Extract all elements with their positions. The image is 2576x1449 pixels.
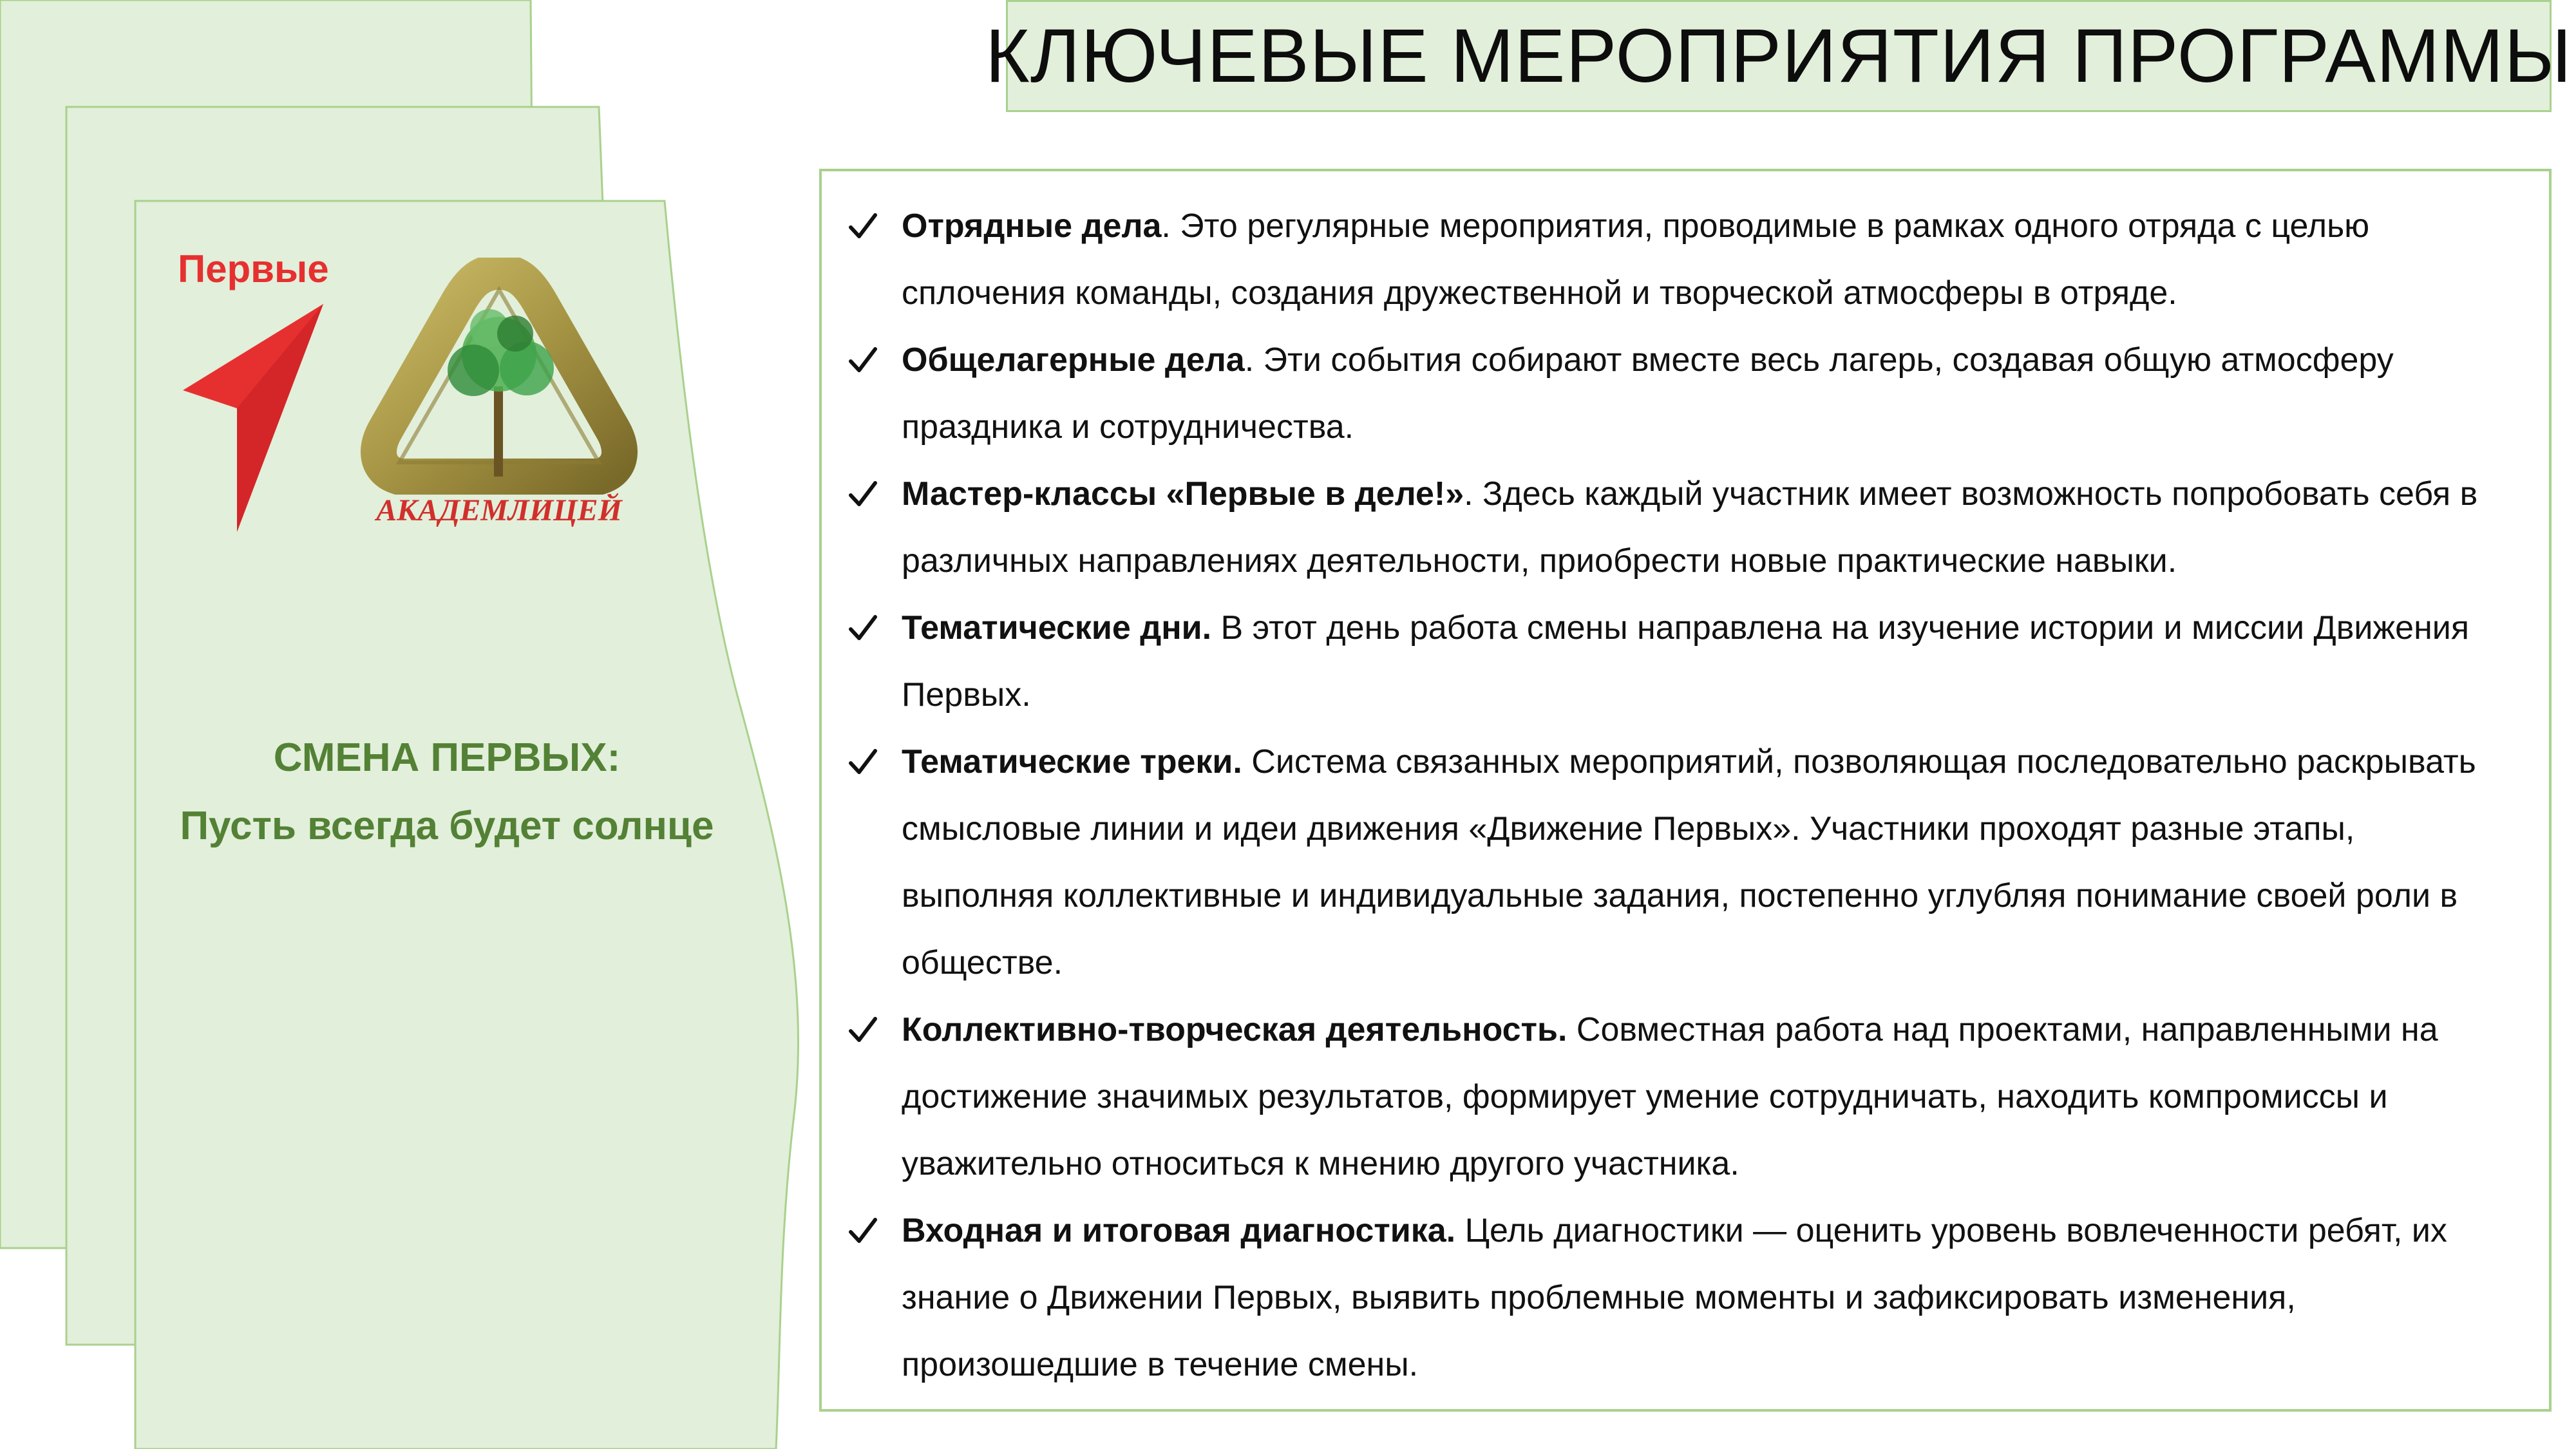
title-banner	[985, 0, 2572, 112]
page-title: КЛЮЧЕВЫЕ МЕРОПРИЯТИЯ ПРОГРАММЫ	[985, 14, 2572, 99]
shift-heading-line1: СМЕНА ПЕРВЫХ:	[273, 735, 621, 780]
checkmark-icon	[844, 460, 882, 527]
checkmark-icon	[844, 193, 882, 260]
checkmark-icon	[844, 327, 882, 393]
checkmark-icon	[844, 594, 882, 661]
checkmark-icon	[844, 1197, 882, 1264]
item-description: . Это регулярные мероприятия, проводимые в рамках одного отряда с целью сплочения команды, создания дружественной и творческой атмосферы в отряде.	[902, 207, 2370, 312]
item-description: . Здесь каждый участник имеет возможность попробовать себя в различных направлениях деятельности, приобрести новые практические навыки.	[902, 475, 2478, 580]
shift-heading-line2: Пусть всегда будет солнце	[180, 804, 714, 848]
events-list-box	[819, 169, 2552, 1412]
item-description: Совместная работа над проектами, направленными на достижение значимых результатов, формирует умение сотрудничать, находить компромиссы и уважительно относиться к мнению другого участника.	[902, 1011, 2438, 1182]
events-list	[822, 193, 2549, 1398]
academlicey-logo-label: АКАДЕМЛИЦЕЙ	[376, 493, 622, 527]
list-item	[822, 728, 2549, 996]
checkmark-icon	[844, 996, 882, 1063]
item-description: Цель диагностики — оценить уровень вовлеченности ребят, их знание о Движении Первых, выявить проблемные моменты и зафиксировать изменения, произошедшие в течение смены.	[902, 1212, 2447, 1383]
shift-heading	[138, 724, 756, 860]
item-description: . Эти события собирают вместе весь лагерь, создавая общую атмосферу праздника и сотрудничества.	[902, 341, 2394, 446]
item-title: Отрядные дела	[902, 207, 1162, 245]
item-title: Коллективно-творческая деятельность.	[902, 1011, 1567, 1048]
academlicey-logo	[361, 258, 638, 535]
item-title: Мастер-классы «Первые в деле!»	[902, 475, 1464, 513]
list-item	[822, 327, 2549, 460]
item-description: Система связанных мероприятий, позволяющая последовательно раскрывать смысловые линии и идеи движения «Движение Первых». Участники проходят разные этапы, выполняя коллективные и индивидуальные задания, постепенно углубляя понимание своей роли в обществе.	[902, 743, 2476, 981]
pervye-logo-label: Первые	[178, 247, 329, 290]
checkmark-icon	[844, 728, 882, 795]
list-item	[822, 594, 2549, 728]
item-description: В этот день работа смены направлена на изучение истории и миссии Движения Первых.	[902, 609, 2469, 714]
list-item	[822, 460, 2549, 594]
item-title: Входная и итоговая диагностика.	[902, 1212, 1456, 1249]
item-title: Тематические дни.	[902, 609, 1212, 647]
list-item	[822, 996, 2549, 1197]
list-item	[822, 193, 2549, 327]
pervye-logo	[174, 242, 341, 545]
item-title: Тематические треки.	[902, 743, 1242, 781]
item-title: Общелагерные дела	[902, 341, 1245, 379]
list-item	[822, 1197, 2549, 1398]
